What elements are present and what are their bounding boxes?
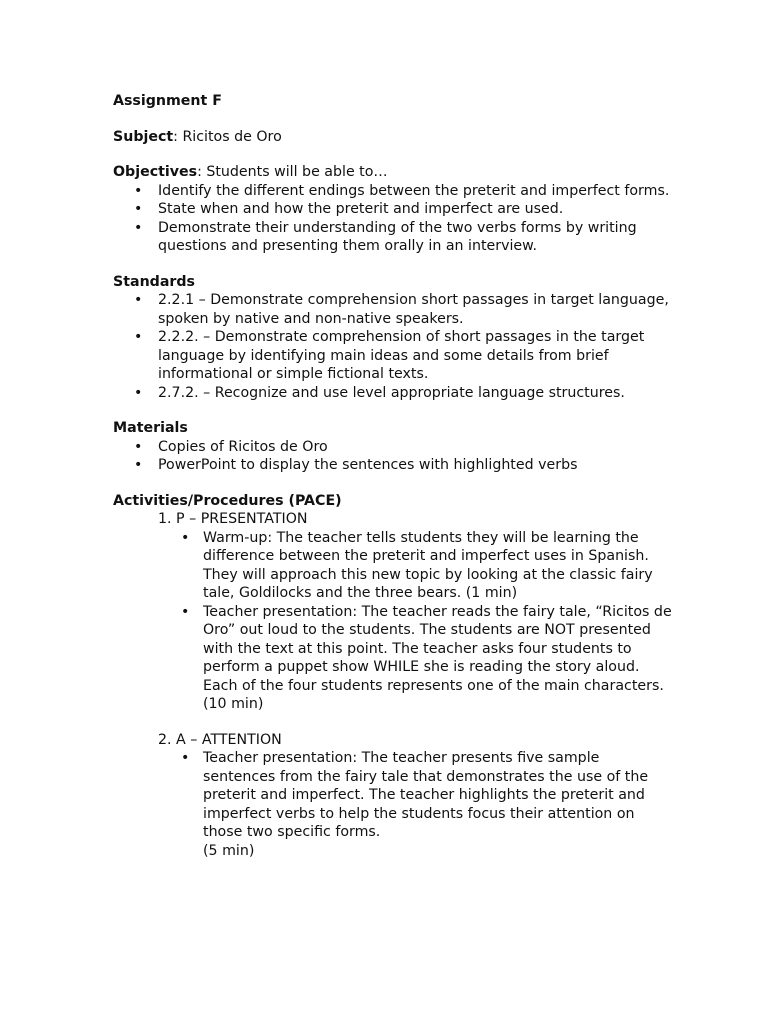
subject-section: [113, 128, 673, 147]
objectives-list: [113, 182, 673, 256]
objective-item: • State when and how the preterit and imperfect are used.: [113, 200, 673, 219]
objectives-intro: : Students will be able to…: [197, 164, 388, 180]
activities-section: [113, 492, 673, 861]
materials-list: [113, 438, 673, 475]
step-heading: 2. A – ATTENTION: [158, 731, 282, 748]
step-item: • Warm-up: The teacher tells students they will be learning the difference between the preterit and imperfect uses in Spanish. They will approach this new topic by looking at the classic fairy tale, Goldilocks and the three bears. (1 min): [158, 529, 673, 603]
step-item: • Teacher presentation: The teacher reads the fairy tale, “Ricitos de Oro” out loud to the students. The students are NOT presented with the text at this point. The teacher asks four students to perform a puppet show WHILE she is reading the story aloud. Each of the four students represents one of the main characters. (10 min): [158, 603, 673, 714]
step-list: [158, 529, 673, 714]
material-item: • PowerPoint to display the sentences with highlighted verbs: [113, 456, 673, 475]
step-item-text: Teacher presentation: The teacher presents five sample sentences from the fairy tale that demonstrates the use of the preterit and imperfect. The teacher highlights the preterit and imperfect verbs to help the students focus their attention on those two specific forms.: [203, 750, 649, 840]
step-item: [158, 749, 673, 860]
assignment-title: Assignment F: [113, 93, 222, 109]
materials-section: [113, 419, 673, 475]
step-list: [158, 749, 673, 860]
step-item-duration: (5 min): [203, 842, 255, 859]
objective-item: • Identify the different endings between the preterit and imperfect forms.: [113, 182, 673, 201]
standards-label: Standards: [113, 273, 196, 290]
step-heading: 1. P – PRESENTATION: [158, 511, 308, 527]
standards-section: [113, 273, 673, 403]
objectives-label: Objectives: [113, 164, 198, 180]
standard-item: • 2.7.2. – Recognize and use level appropriate language structures.: [113, 384, 673, 403]
activities-label: Activities/Procedures (PACE): [113, 492, 342, 509]
standards-list: [113, 291, 673, 402]
activity-step-attention: [113, 731, 673, 861]
subject-label: Subject: [113, 128, 174, 145]
standard-item: • 2.2.1 – Demonstrate comprehension short passages in target language, spoken by native and non-native speakers.: [113, 291, 673, 328]
objectives-section: [113, 163, 673, 256]
subject-value: : Ricitos de Oro: [173, 128, 282, 145]
materials-label: Materials: [113, 420, 188, 436]
standard-item: • 2.2.2. – Demonstrate comprehension of short passages in the target language by identifying main ideas and some details from brief informational or simple fictional texts.: [113, 328, 673, 384]
document-page: [113, 92, 673, 877]
activity-step-presentation: [113, 510, 673, 714]
material-item: • Copies of Ricitos de Oro: [113, 438, 673, 457]
spacer: [113, 714, 673, 731]
objective-item: • Demonstrate their understanding of the two verbs forms by writing questions and presenting them orally in an interview.: [113, 219, 673, 256]
